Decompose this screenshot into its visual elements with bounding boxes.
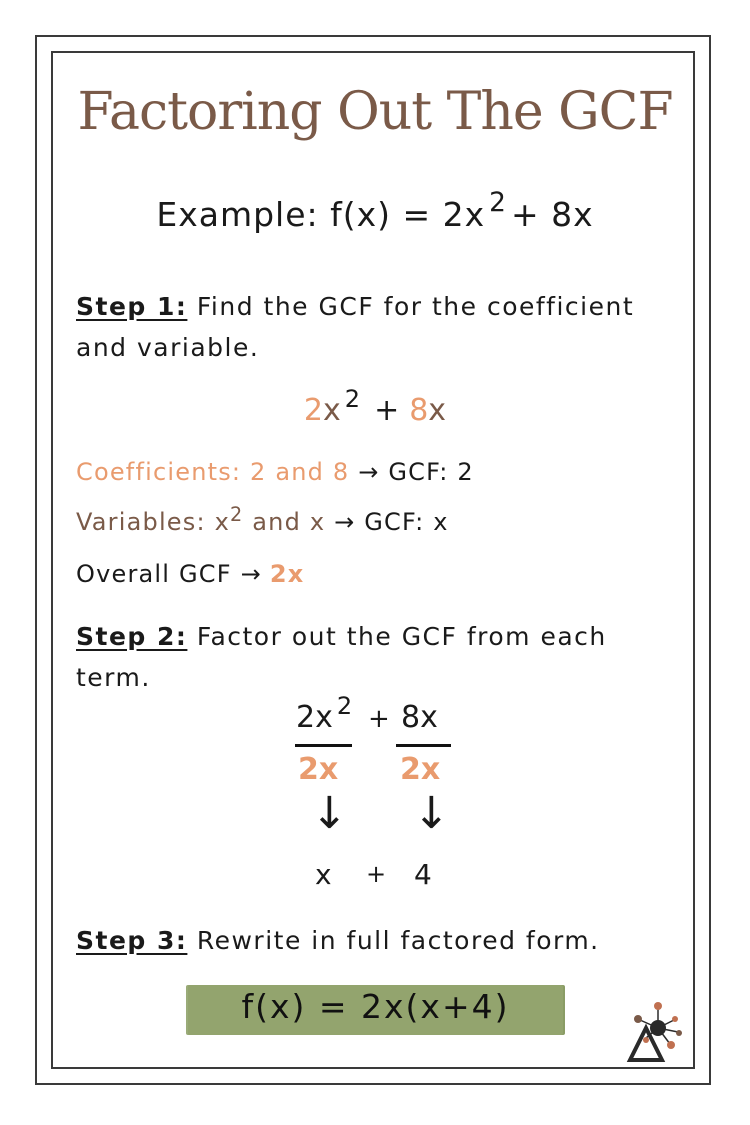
- page-title: Factoring Out The GCF: [77, 82, 673, 142]
- coefficients-arrow: →: [358, 458, 380, 486]
- numerator1: 2x: [296, 700, 333, 735]
- step1-label: Step 1:: [76, 292, 188, 321]
- variables-result: GCF: x: [355, 508, 449, 536]
- final-answer: f(x) = 2x(x+4): [241, 987, 510, 1026]
- step2-label: Step 2:: [76, 622, 188, 651]
- overall-label: Overall GCF: [76, 560, 241, 588]
- expr-coef1: 2: [303, 393, 324, 428]
- coefficients-result: GCF: 2: [379, 458, 474, 486]
- overall-result: 2x: [269, 560, 305, 588]
- variables-arrow: →: [334, 508, 356, 536]
- numerator2: 8x: [401, 700, 438, 735]
- variables-line: [76, 503, 449, 536]
- numerator-left: [296, 691, 356, 735]
- overall-line: [76, 560, 305, 588]
- example-exponent: 2: [489, 187, 507, 219]
- variables-label-a: Variables: x: [76, 508, 230, 536]
- denominator1: 2x: [298, 752, 339, 787]
- fraction-bar-right: [396, 744, 451, 747]
- coefficients-line: [76, 458, 474, 486]
- example-suffix: + 8x: [510, 195, 594, 234]
- result-x: x: [315, 858, 332, 891]
- numerator1-exponent: 2: [336, 691, 353, 720]
- step2-line2: term.: [76, 663, 151, 692]
- step3-line: [76, 920, 600, 961]
- step1-line2: and variable.: [76, 333, 260, 362]
- variables-label-b: and x: [243, 508, 335, 536]
- coefficients-label: Coefficients: 2 and 8: [76, 458, 359, 486]
- step1-expression: [0, 384, 750, 428]
- example-prefix: Example: f(x) = 2x: [156, 195, 486, 234]
- expr-exponent: 2: [344, 384, 361, 413]
- step2-line1: [76, 616, 607, 657]
- expr-coef2: 8: [409, 393, 429, 428]
- step1-text: Find the GCF for the coefficient: [187, 292, 635, 321]
- step2-text: Factor out the GCF from each: [187, 622, 607, 651]
- expr-var2: x: [428, 393, 447, 428]
- numerator-plus: +: [368, 704, 390, 734]
- result-4: 4: [414, 858, 432, 891]
- expr-plus: +: [374, 393, 400, 428]
- step1-line1: [76, 286, 634, 327]
- down-arrow-right-icon: ↓: [413, 788, 450, 839]
- example-equation: [0, 187, 750, 234]
- atom-triangle-logo-icon: [620, 998, 686, 1064]
- result-plus: +: [366, 860, 387, 888]
- overall-arrow: →: [240, 560, 262, 588]
- denominator2: 2x: [400, 752, 441, 787]
- fraction-bar-left: [295, 744, 352, 747]
- step3-text: Rewrite in full factored form.: [187, 926, 600, 955]
- variables-exponent: 2: [230, 503, 244, 527]
- step3-label: Step 3:: [76, 926, 188, 955]
- down-arrow-left-icon: ↓: [311, 788, 348, 839]
- expr-var1: x: [323, 393, 341, 428]
